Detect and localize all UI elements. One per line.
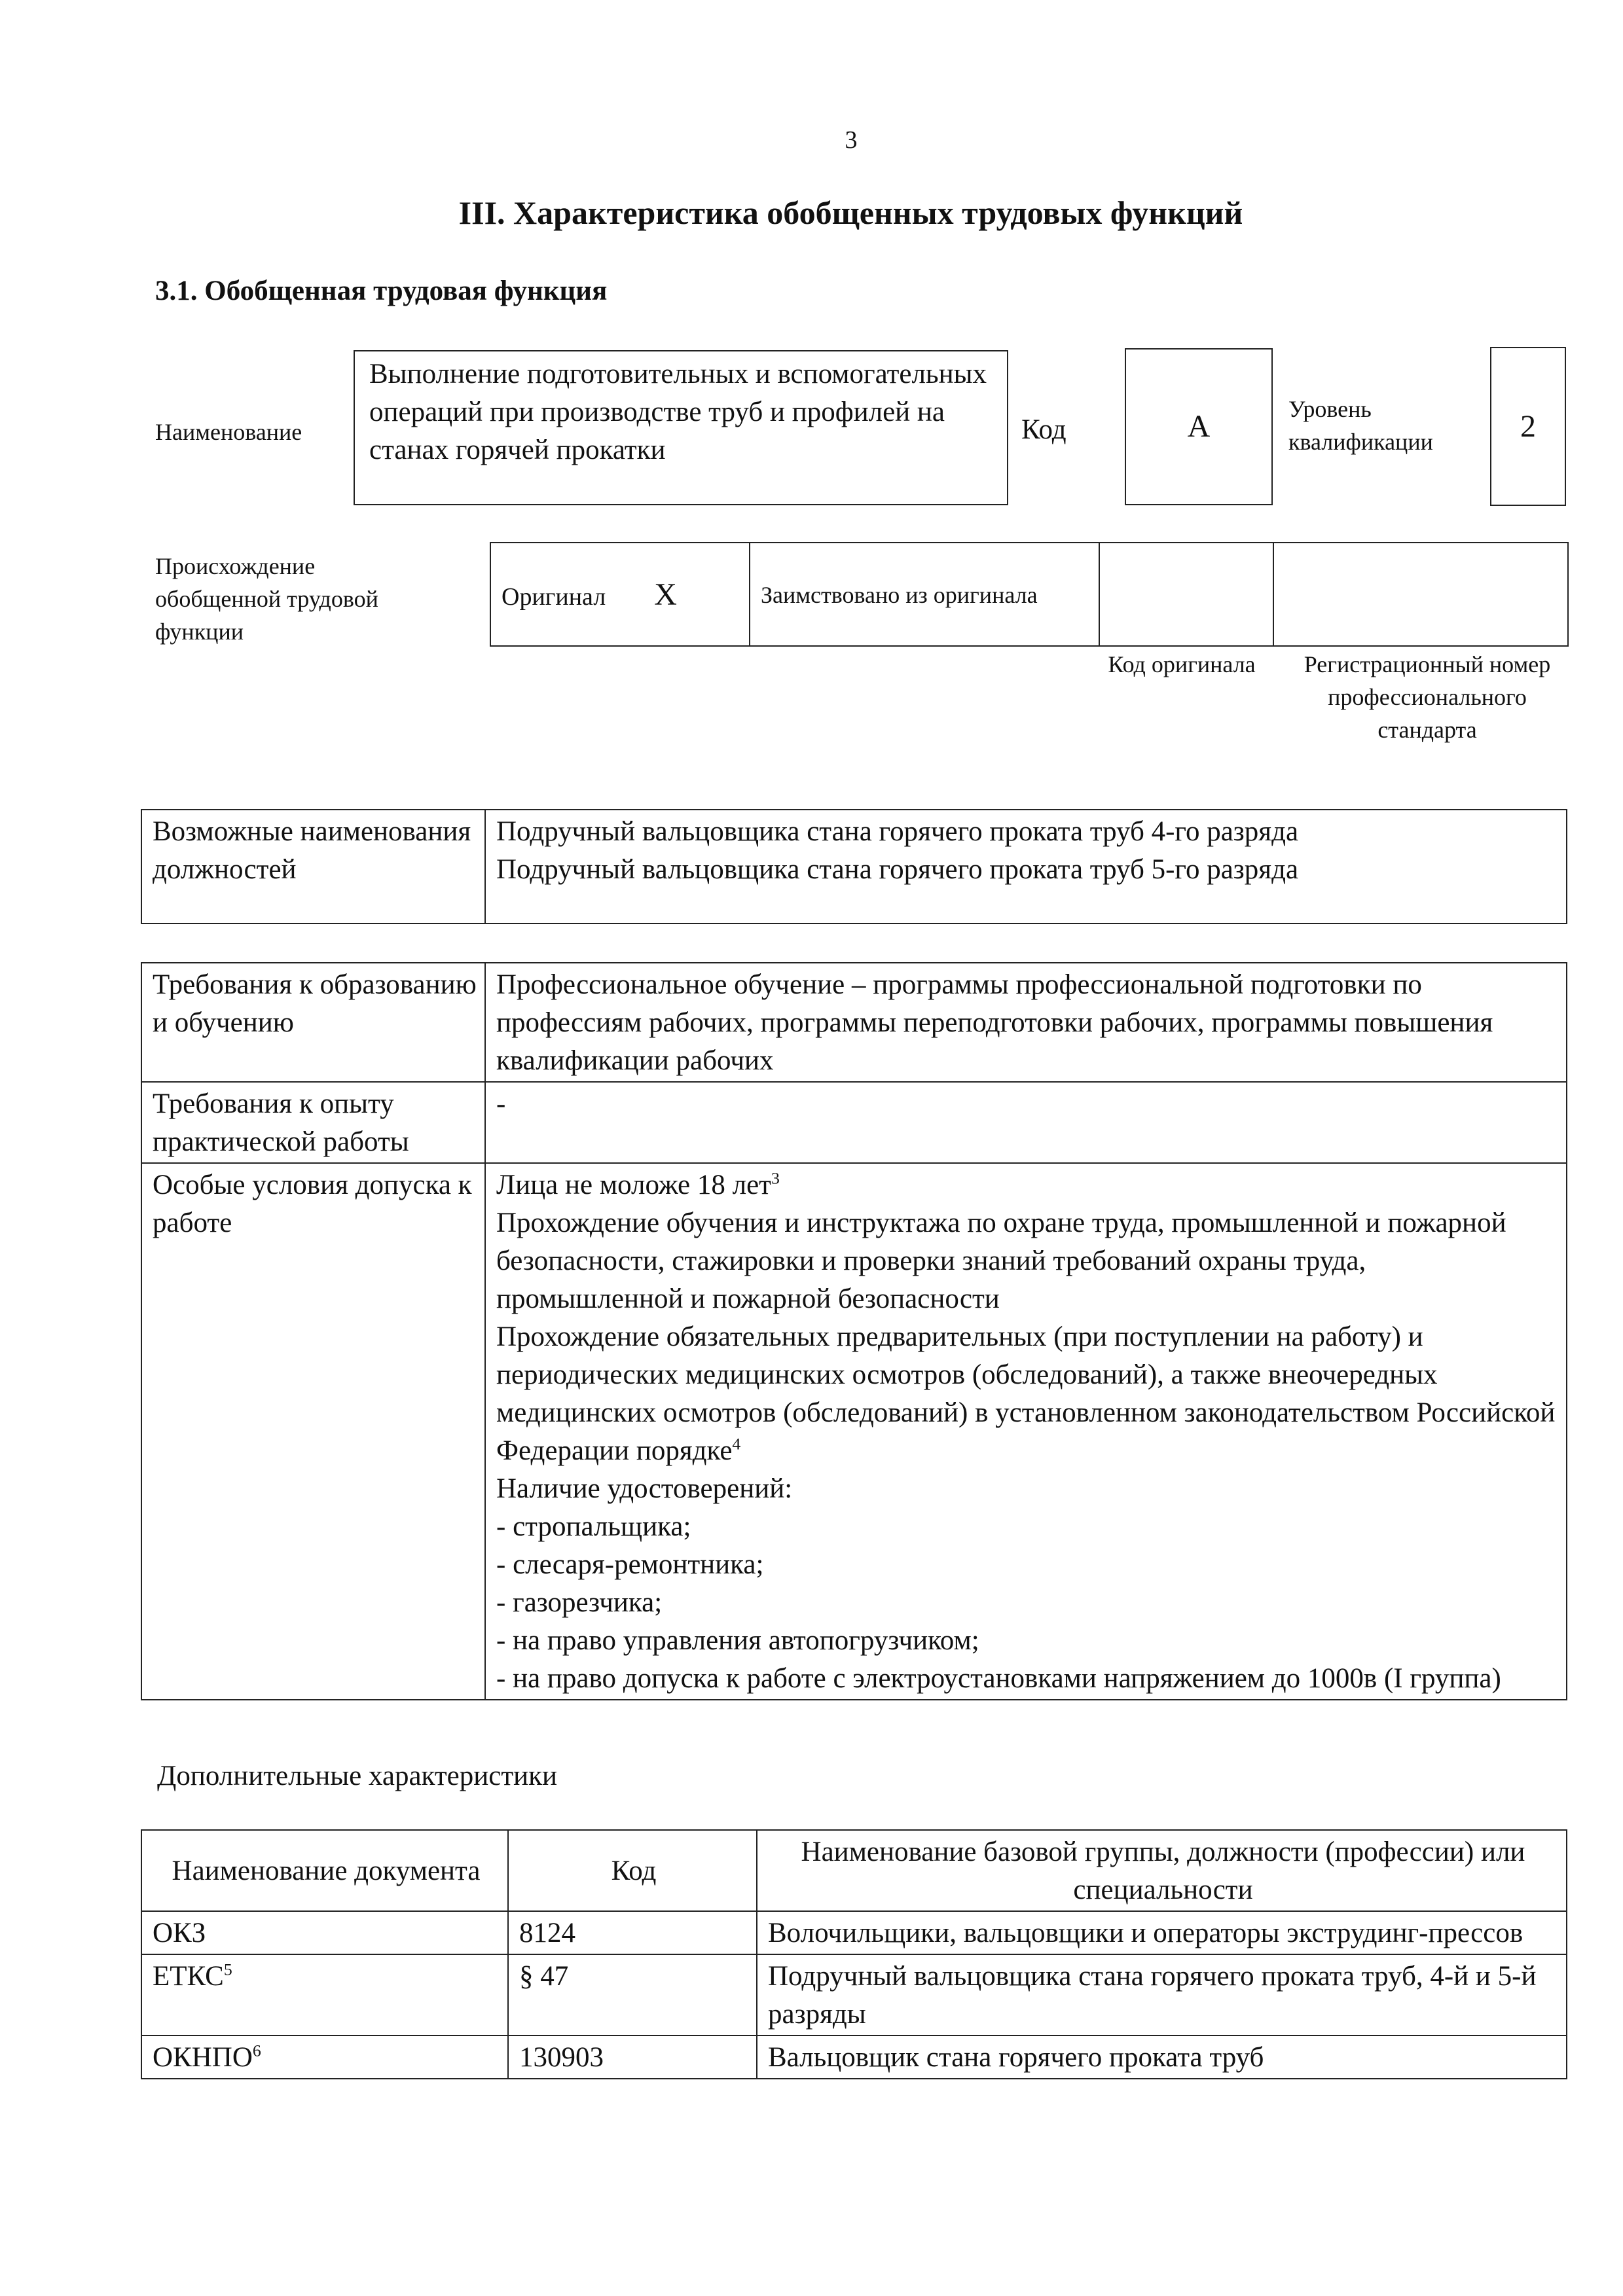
position-item: Подручный вальцовщика стана горячего проката труб 4-го разряда bbox=[496, 816, 1299, 847]
code-value-box bbox=[1125, 348, 1273, 505]
footnote-ref: 6 bbox=[252, 2041, 261, 2060]
condition-line: - газорезчика; bbox=[496, 1587, 663, 1618]
doc-code: § 47 bbox=[508, 1954, 757, 2036]
original-mark: X bbox=[654, 577, 677, 612]
origin-label: Происхождение обобщенной трудовой функции bbox=[155, 553, 378, 645]
education-value: Профессиональное обучение – программы профессиональной подготовки по профессиям рабочих, программы переподготовки рабочих, программы повышения квалификации рабочих bbox=[485, 963, 1567, 1082]
level-value-box bbox=[1490, 347, 1566, 506]
special-conditions-value bbox=[485, 1163, 1567, 1700]
caption-registration-number: Регистрационный номер профессионального стандарта bbox=[1304, 651, 1551, 743]
code-label: Код bbox=[1021, 414, 1067, 445]
original-label: Оригинал bbox=[501, 583, 606, 611]
special-conditions-label: Особые условия допуска к работе bbox=[141, 1163, 485, 1700]
additional-table bbox=[141, 1829, 1567, 2079]
condition-line: - слесаря-ремонтника; bbox=[496, 1549, 764, 1580]
doc-name: ОКЗ bbox=[153, 1918, 206, 1948]
condition-line: Прохождение обязательных предварительных (при поступлении на работу) и периодических медицинских осмотров (обследований), а также внеочередных медицинских осмотров (обследований) в установленном законодательством Российской Федерации порядке$^4$ bbox=[496, 1321, 1556, 1466]
condition-line: Наличие удостоверений: bbox=[496, 1473, 793, 1504]
origin-borrowed-cell bbox=[750, 543, 1099, 646]
additional-title: Дополнительные характеристики bbox=[157, 1761, 558, 1791]
positions-values bbox=[485, 810, 1567, 924]
table-row bbox=[141, 1911, 1567, 1954]
level-value: 2 bbox=[1520, 409, 1536, 444]
condition-line: - на право допуска к работе с электроустановками напряжением до 1000в (I группа) bbox=[496, 1663, 1501, 1694]
header-code: Код bbox=[508, 1830, 757, 1911]
subsection-title: 3.1. Обобщенная трудовая функция bbox=[155, 276, 608, 306]
requirements-table bbox=[141, 962, 1567, 1700]
education-label: Требования к образованию и обучению bbox=[141, 963, 485, 1082]
doc-code: 8124 bbox=[508, 1911, 757, 1954]
doc-name: ЕТКС bbox=[153, 1961, 224, 1992]
doc-code: 130903 bbox=[508, 2036, 757, 2079]
origin-original-cell bbox=[490, 543, 750, 646]
condition-line: - стропальщика; bbox=[496, 1511, 691, 1542]
positions-table bbox=[141, 809, 1567, 924]
experience-value: - bbox=[485, 1082, 1567, 1163]
name-label: Наименование bbox=[155, 419, 302, 445]
condition-line: - на право управления автопогрузчиком; bbox=[496, 1625, 979, 1656]
doc-name: ОКНПО bbox=[153, 2042, 253, 2073]
group-name: Волочильщики, вальцовщики и операторы экструдинг-прессов bbox=[757, 1911, 1567, 1954]
footnote-ref: 5 bbox=[223, 1960, 232, 1979]
level-label: Уровень квалификации bbox=[1288, 396, 1433, 455]
caption-original-code: Код оригинала bbox=[1108, 651, 1256, 677]
experience-label: Требования к опыту практической работы bbox=[141, 1082, 485, 1163]
code-value: A bbox=[1187, 409, 1211, 444]
registration-number-cell bbox=[1273, 543, 1568, 646]
origin-table bbox=[490, 542, 1569, 647]
position-item: Подручный вальцовщика стана горячего проката труб 5-го разряда bbox=[496, 854, 1299, 885]
original-code-cell bbox=[1099, 543, 1273, 646]
section-title: III. Характеристика обобщенных трудовых функций bbox=[458, 194, 1243, 231]
function-name-value: Выполнение подготовительных и вспомогательных операций при производстве труб и профилей на станах горячей прокатки bbox=[369, 359, 987, 465]
group-name: Вальцовщик стана горячего проката труб bbox=[757, 2036, 1567, 2079]
header-group-name: Наименование базовой группы, должности (профессии) или специальности bbox=[757, 1830, 1567, 1911]
condition-line: Прохождение обучения и инструктажа по охране труда, промышленной и пожарной безопасности, стажировки и проверки знаний требований охраны труда, промышленной и пожарной безопасности bbox=[496, 1208, 1506, 1314]
page-number: 3 bbox=[845, 126, 858, 154]
positions-label: Возможные наименования должностей bbox=[141, 810, 485, 924]
borrowed-label: Заимствовано из оригинала bbox=[761, 582, 1038, 608]
function-name-box bbox=[354, 350, 1008, 505]
header-document: Наименование документа bbox=[141, 1830, 508, 1911]
condition-line: Лица не моложе 18 лет$^3$ bbox=[496, 1168, 780, 1200]
table-row bbox=[141, 1954, 1567, 2036]
table-row bbox=[141, 2036, 1567, 2079]
group-name: Подручный вальцовщика стана горячего проката труб, 4-й и 5-й разряды bbox=[757, 1954, 1567, 2036]
